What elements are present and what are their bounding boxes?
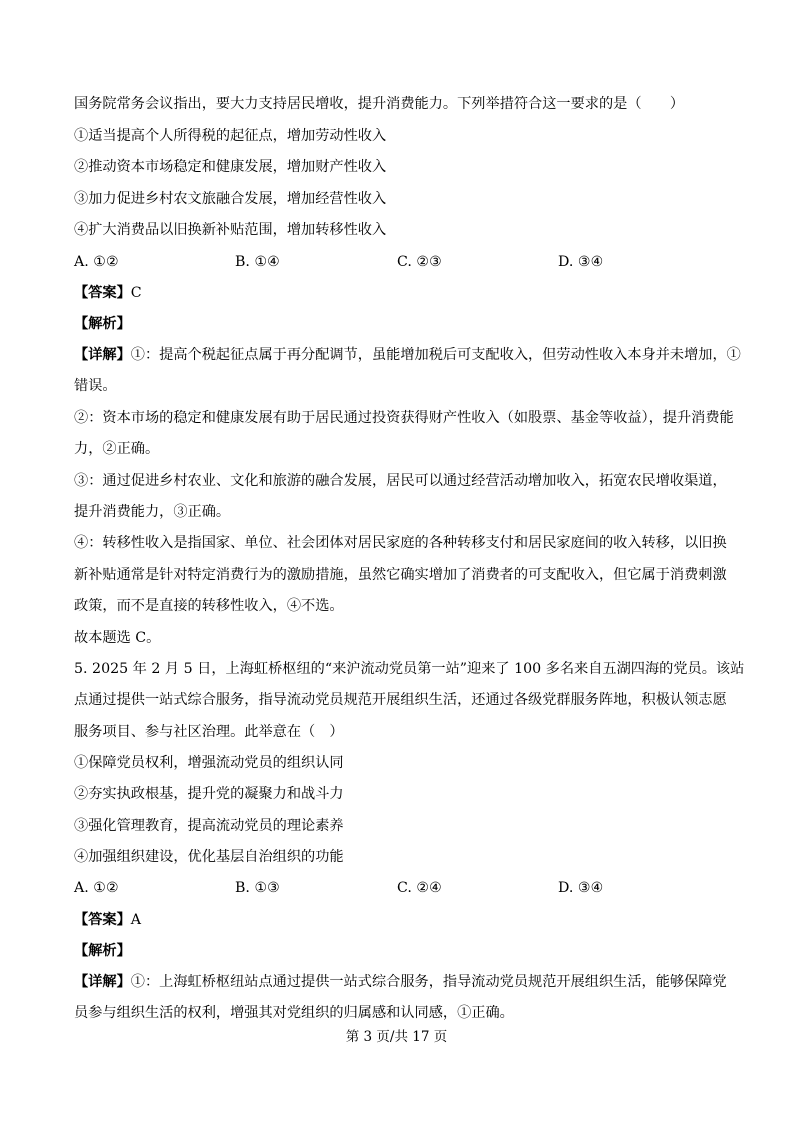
- q4-answer: [74, 283, 142, 303]
- q4-stem: 国务院常务会议指出，要大力支持居民增收，提升消费能力。下列举措符合这一要求的是（ ）: [74, 96, 685, 112]
- q5-stem-line-3: 服务项目、参与社区治理。此举意在（ ）: [74, 724, 344, 740]
- q5-detail-text-1: ①：上海虹桥枢纽站点通过提供一站式综合服务，指导流动党员规范开展组织生活，能够保障党: [130, 974, 727, 990]
- q5-option-c: C. ②④: [397, 880, 442, 896]
- q5-option-b: B. ①③: [235, 880, 280, 896]
- q5-item-3: ③强化管理教育，提高流动党员的理论素养: [74, 818, 344, 834]
- q4-option-c: C. ②③: [397, 254, 442, 270]
- q5-item-1: ①保障党员权利，增强流动党员的组织认同: [74, 755, 344, 771]
- page-footer: 第 3 页/共 17 页: [345, 1029, 448, 1045]
- q5-item-4: ④加强组织建设，优化基层自治组织的功能: [74, 849, 344, 865]
- q4-analysis-label: 【解析】: [74, 316, 131, 332]
- q4-detail-line-1: [74, 345, 741, 365]
- q4-detail-label: 【详解】: [74, 347, 131, 363]
- q5-option-d: D. ③④: [558, 880, 604, 896]
- q5-detail-label: 【详解】: [74, 974, 131, 990]
- q5-analysis-label: 【解析】: [74, 943, 131, 959]
- q4-answer-value: C: [130, 285, 142, 301]
- q5-detail-line-1: [74, 972, 727, 992]
- q4-conclusion: 故本题选 C。: [74, 630, 161, 646]
- q4-detail-line-9: 政策，而不是直接的转移性收入，④不选。: [74, 598, 344, 614]
- q5-answer-label: 【答案】: [74, 912, 131, 928]
- q5-stem-line-1: 5. 2025 年 2 月 5 日，上海虹桥枢纽的“来沪流动党员第一站”迎来了 100 多名来自五湖四海的党员。该站: [74, 661, 745, 677]
- q4-option-d: D. ③④: [558, 254, 604, 270]
- q4-option-b: B. ①④: [235, 254, 280, 270]
- q4-item-4: ④扩大消费品以旧换新补贴范围，增加转移性收入: [74, 222, 387, 238]
- q5-option-a: A. ①②: [74, 880, 119, 896]
- q5-answer: [74, 910, 141, 930]
- q5-answer-value: A: [130, 912, 142, 928]
- q4-answer-label: 【答案】: [74, 285, 131, 301]
- q5-detail-line-2: 员参与组织生活的权利，增强其对党组织的归属感和认同感，①正确。: [74, 1005, 514, 1021]
- q4-detail-line-4: 力，②正确。: [74, 441, 160, 457]
- q4-detail-line-8: 新补贴通常是针对特定消费行为的激励措施，虽然它确实增加了消费者的可支配收入，但它属于消费刺激: [74, 567, 727, 583]
- q4-detail-line-2: 错误。: [74, 378, 117, 394]
- q4-detail-line-5: ③：通过促进乡村农业、文化和旅游的融合发展，居民可以通过经营活动增加收入，拓宽农民增收渠道，: [74, 473, 727, 489]
- q4-detail-line-7: ④：转移性收入是指国家、单位、社会团体对居民家庭的各种转移支付和居民家庭间的收入转移，以旧换: [74, 535, 727, 551]
- q5-stem-line-2: 点通过提供一站式综合服务，指导流动党员规范开展组织生活，还通过各级党群服务阵地，积极认领志愿: [74, 692, 727, 708]
- q4-item-1: ①适当提高个人所得税的起征点，增加劳动性收入: [74, 128, 387, 144]
- q4-item-3: ③加力促进乡村农文旅融合发展，增加经营性收入: [74, 191, 387, 207]
- q4-item-2: ②推动资本市场稳定和健康发展，增加财产性收入: [74, 159, 387, 175]
- q4-option-a: A. ①②: [74, 254, 119, 270]
- q4-detail-text-1: ①：提高个税起征点属于再分配调节，虽能增加税后可支配收入，但劳动性收入本身并未增加，①: [130, 347, 741, 363]
- q5-item-2: ②夯实执政根基，提升党的凝聚力和战斗力: [74, 786, 344, 802]
- q4-detail-line-3: ②：资本市场的稳定和健康发展有助于居民通过投资获得财产性收入（如股票、基金等收益），提升消费能: [74, 410, 734, 426]
- q4-detail-line-6: 提升消费能力，③正确。: [74, 504, 231, 520]
